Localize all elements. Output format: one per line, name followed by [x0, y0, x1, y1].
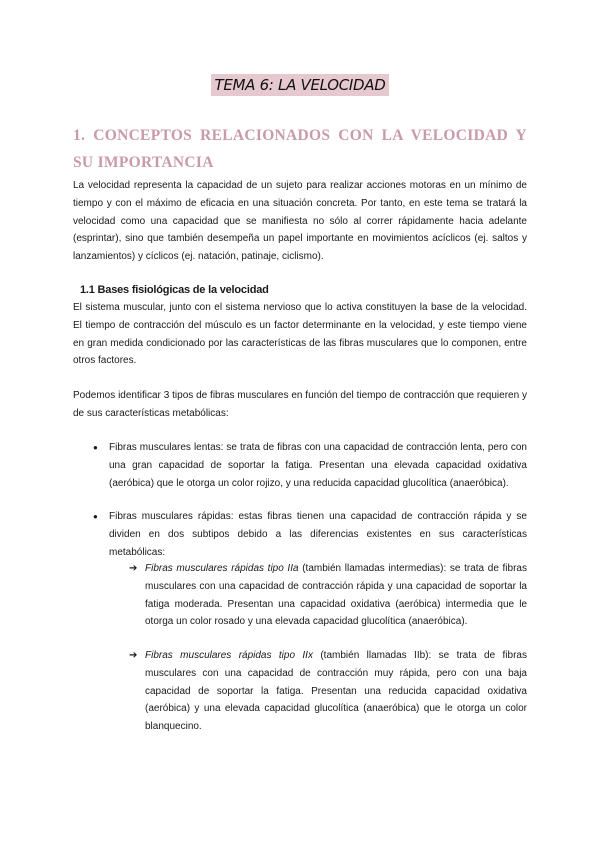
subsection-heading: 1.1 Bases fisiológicas de la velocidad: [80, 284, 269, 296]
section-heading: 1. CONCEPTOS RELACIONADOS CON LA VELOCIDAD Y SU IMPORTANCIA: [73, 127, 527, 171]
subbullet-name: Fibras musculares rápidas tipo IIa: [145, 563, 299, 574]
arrow-right-icon: ➔: [129, 563, 138, 574]
title-container: [0, 74, 600, 96]
bullet-icon: ●: [93, 512, 98, 521]
page-title: TEMA 6: LA VELOCIDAD: [211, 74, 388, 96]
bullet-slow-fibers: Fibras musculares lentas: se trata de fibras con una capacidad de contracción lenta, pero con una gran capacidad de soportar la fatiga. Presentan una elevada capacidad oxidativa (aeróbica) que le otorga un color rojizo, y una reducida capacidad glucolítica (anaeróbica).: [109, 442, 527, 489]
bullet-fast-fibers: Fibras musculares rápidas: estas fibras tienen una capacidad de contracción rápida y se dividen en dos subtipos debido a las diferencias existentes en sus características metabólicas:: [109, 511, 527, 558]
fiber-types-intro: Podemos identificar 3 tipos de fibras musculares en función del tiempo de contracción que requieren y de sus características metabólicas:: [73, 390, 527, 419]
subbullet-text: (también llamadas intermedias): se trata de fibras musculares con una capacidad de contracción rápida y una capacidad de soportar la fatiga moderada. Presentan una capacidad oxidativa (aeróbica) intermedia que le otorga un color rosado y una elevada capacidad glucolítica (anaeróbica).: [145, 563, 527, 628]
subbullet-type-iia: [145, 560, 527, 631]
physiology-paragraph: El sistema muscular, junto con el sistema nervioso que lo activa constituyen la base de la velocidad. El tiempo de contracción del músculo es un factor determinante en la velocidad, y este tiempo viene en gran medida condicionado por las características de las fibras musculares que lo componen, entre otros factores.: [73, 302, 527, 367]
subbullet-type-iix: [145, 647, 527, 736]
subbullet-name: Fibras musculares rápidas tipo IIx: [145, 650, 313, 661]
subbullet-text: (también llamadas IIb): se trata de fibras musculares con una capacidad de contracción muy rápida, pero con una baja capacidad de soportar la fatiga. Presentan una reducida capacidad oxidativa (aeróbica) y una elevada capacidad glucolítica (anaeróbica) que le otorga un color blanquecino.: [145, 650, 527, 733]
intro-paragraph: La velocidad representa la capacidad de un sujeto para realizar acciones motoras en un mínimo de tiempo y con el máximo de eficacia en una situación concreta. Por tanto, en este tema se tratará la velocidad como una capacidad que se manifiesta no sólo al correr rápidamente hacia adelante (esprintar), sino que también desempeña un papel importante en movimientos acíclicos (ej. saltos y lanzamientos) y cíclicos (ej. natación, patinaje, ciclismo).: [73, 180, 527, 263]
bullet-icon: ●: [93, 443, 98, 452]
arrow-right-icon: ➔: [129, 650, 138, 661]
